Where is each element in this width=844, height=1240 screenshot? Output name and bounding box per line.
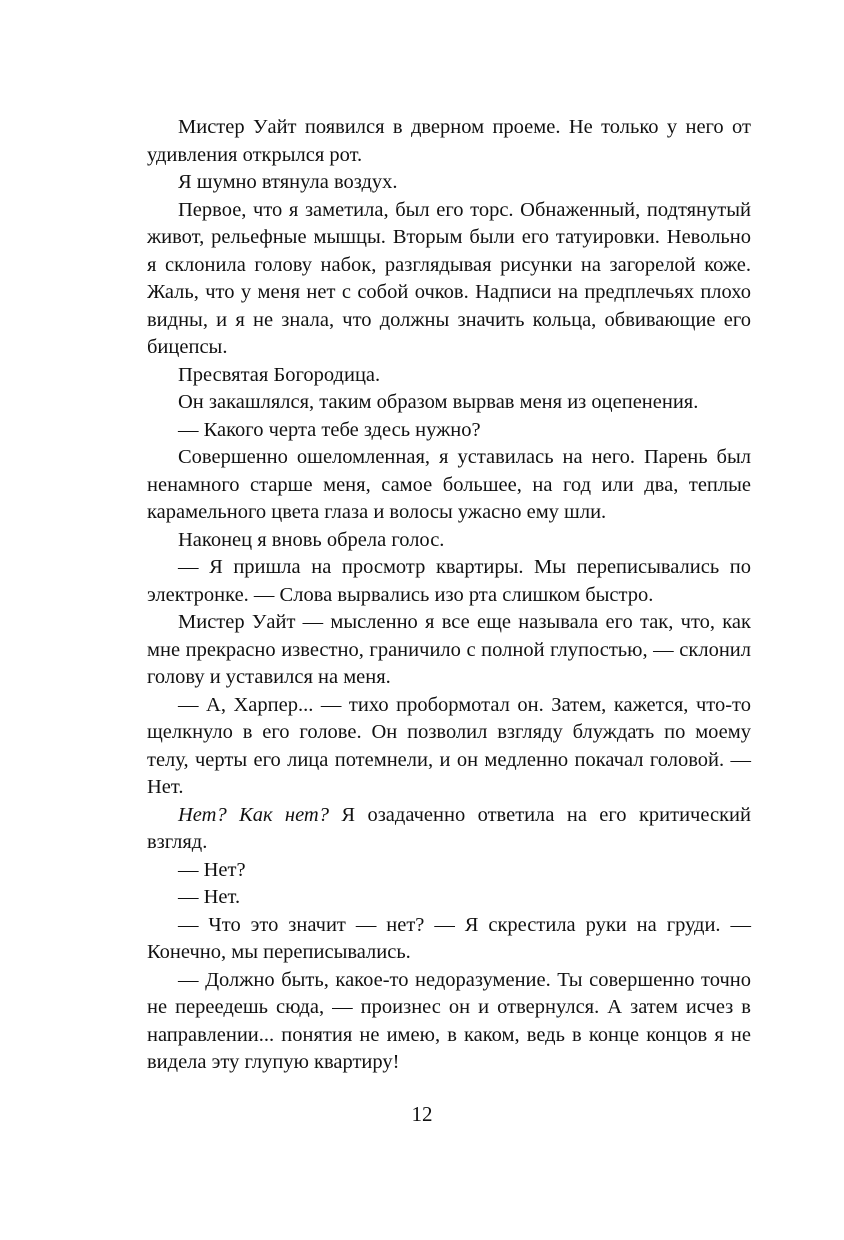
paragraph <box>147 114 751 169</box>
paragraph-text: — Должно быть, какое-то недоразумение. Ты совершенно точно не переедешь сюда, — произнес он и отвернулся. А затем исчез в направлении... понятия не имею, в каком, ведь в конце концов я не видела эту глупую квартиру! <box>147 968 751 1073</box>
paragraph <box>147 967 751 1077</box>
paragraph-text: Я озадаченно ответила на его критический взгляд. <box>147 803 751 853</box>
paragraph <box>147 527 751 555</box>
paragraph-text: Первое, что я заметила, был его торс. Обнаженный, подтянутый живот, рельефные мышцы. Вторым были его татуировки. Невольно я склонила голову набок, разглядывая рисунки на загорелой коже. Жаль, что у меня нет с собой очков. Надписи на предплечьях плохо видны, и я не знала, что должны значить кольца, обвивающие его бицепсы. <box>147 198 751 358</box>
paragraph-text: Мистер Уайт появился в дверном проеме. Не только у него от удивления открылся рот. <box>147 116 751 166</box>
paragraph <box>147 857 751 885</box>
paragraph-text: — А, Харпер... — тихо пробормотал он. Затем, кажется, что-то щелкнуло в его голове. Он позволил взгляду блуждать по моему телу, черты его лица потемнели, и он медленно покачал головой. — Нет. <box>147 693 751 798</box>
paragraph-text: — Какого черта тебе здесь нужно? <box>178 418 481 441</box>
paragraph-text: Я шумно втянула воздух. <box>178 171 398 193</box>
body-text <box>147 114 751 1077</box>
paragraph <box>147 169 751 197</box>
paragraph-text: Пресвятая Богородица. <box>178 363 381 386</box>
italic-text: Нет? Как нет? <box>178 803 329 826</box>
paragraph-text: — Что это значит — нет? — Я скрестила руки на груди. — Конечно, мы переписывались. <box>147 913 751 963</box>
paragraph <box>147 417 751 445</box>
paragraph <box>147 802 751 857</box>
paragraph-text: Мистер Уайт — мысленно я все еще называла его так, что, как мне прекрасно известно, граничило с полной глупостью, — склонил голову и уставился на меня. <box>147 611 751 688</box>
paragraph-text: — Нет? <box>178 858 246 881</box>
paragraph <box>147 554 751 609</box>
paragraph-text: Он закашлялся, таким образом вырвав меня из оцепенения. <box>178 391 699 413</box>
paragraph-text: — Я пришла на просмотр квартиры. Мы переписывались по электронке. — Слова вырвались изо рта слишком быстро. <box>147 556 751 606</box>
paragraph <box>147 197 751 362</box>
paragraph-text: — Нет. <box>178 886 241 908</box>
paragraph <box>147 444 751 527</box>
paragraph <box>147 912 751 967</box>
paragraph-text: Совершенно ошеломленная, я уставилась на него. Парень был ненамного старше меня, самое большее, на год или два, теплые карамельного цвета глаза и волосы ужасно ему шли. <box>147 446 751 523</box>
paragraph <box>147 692 751 802</box>
paragraph-text: Наконец я вновь обрела голос. <box>178 528 445 551</box>
page-number: 12 <box>411 1102 433 1126</box>
paragraph <box>147 884 751 912</box>
paragraph <box>147 389 751 417</box>
paragraph <box>147 609 751 692</box>
paragraph <box>147 362 751 390</box>
